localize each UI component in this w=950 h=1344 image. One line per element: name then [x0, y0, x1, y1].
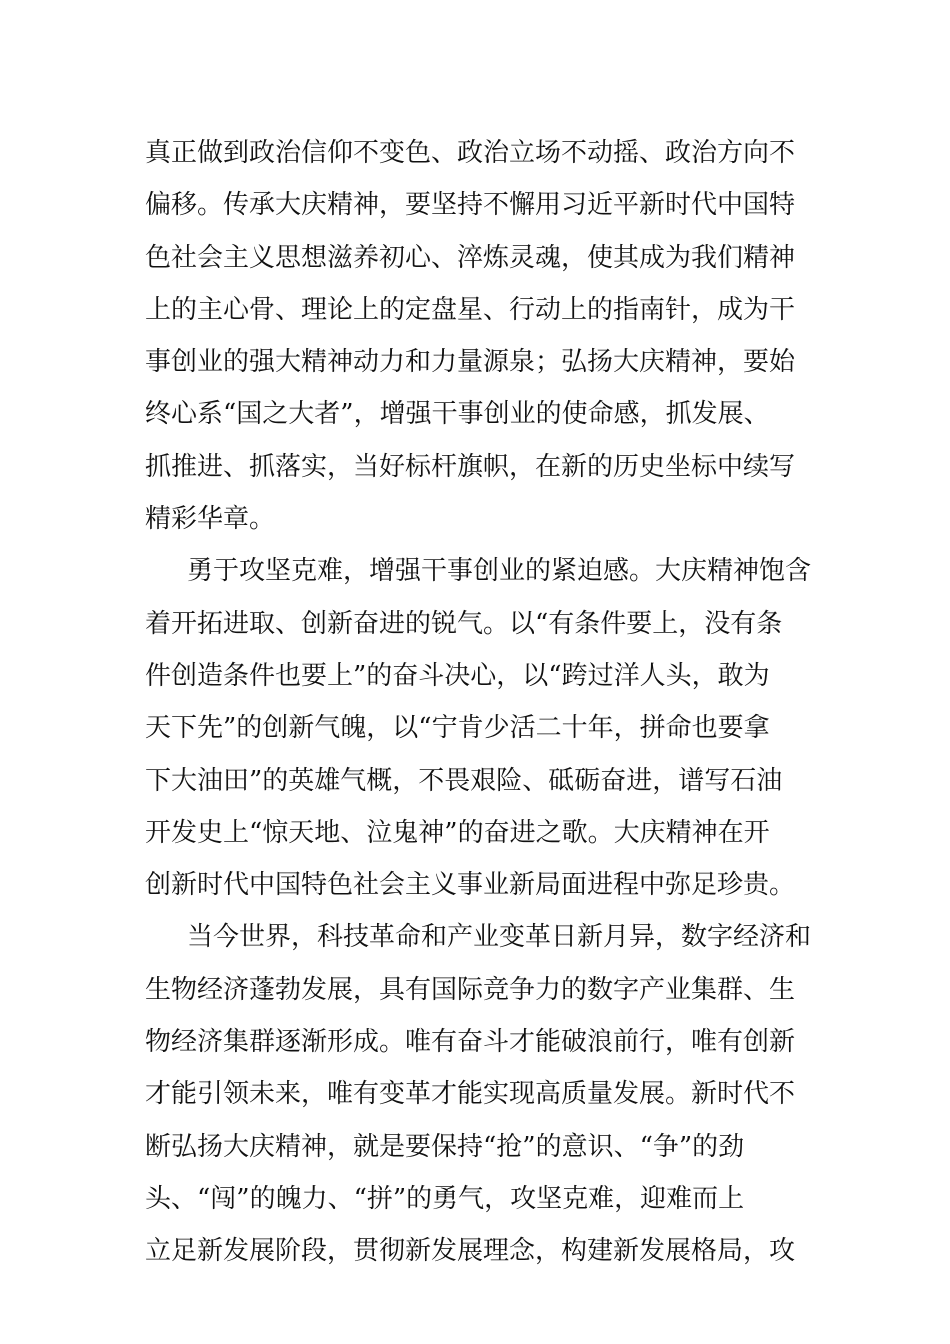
text-line: 断弘扬大庆精神，就是要保持“抢”的意识、“争”的劲: [145, 1131, 745, 1162]
paragraph-first-line: 勇于攻坚克难，增强干事创业的紧迫感。大庆精神饱含: [187, 556, 812, 587]
text-line: 头、“闯”的魄力、“拼”的勇气，攻坚克难，迎难而上: [145, 1183, 745, 1214]
text-line: 真正做到政治信仰不变色、政治立场不动摇、政治方向不: [145, 138, 796, 168]
text-line: 天下先”的创新气魄，以“宁肯少活二十年，拼命也要拿: [145, 713, 770, 744]
text-line: 色社会主义思想滋养初心、淬炼灵魂，使其成为我们精神: [145, 242, 796, 273]
text-line: 物经济集群逐渐形成。唯有奋斗才能破浪前行，唯有创新: [145, 1027, 796, 1058]
text-line: 生物经济蓬勃发展，具有国际竞争力的数字产业集群、生: [145, 974, 796, 1005]
text-line: 精彩华章。: [145, 504, 276, 535]
body-text: [145, 127, 810, 1278]
text-line: 开发史上“惊天地、泣鬼神”的奋进之歌。大庆精神在开: [145, 817, 770, 848]
text-line: 下大油田”的英雄气概，不畏艰险、砥砺奋进，谱写石油: [145, 765, 783, 796]
text-line: 偏移。传承大庆精神，要坚持不懈用习近平新时代中国特: [145, 190, 796, 221]
text-line: 才能引领未来，唯有变革才能实现高质量发展。新时代不: [145, 1079, 796, 1110]
text-line: 着开拓进取、创新奋进的锐气。以“有条件要上，没有条: [145, 608, 783, 639]
text-line: 抓推进、抓落实，当好标杆旗帜，在新的历史坐标中续写: [145, 451, 796, 482]
text-line: 立足新发展阶段，贯彻新发展理念，构建新发展格局，攻: [145, 1236, 796, 1267]
paragraph-first-line: 当今世界，科技革命和产业变革日新月异，数字经济和: [187, 922, 812, 953]
text-line: 事创业的强大精神动力和力量源泉；弘扬大庆精神，要始: [145, 347, 796, 378]
text-line: 件创造条件也要上”的奋斗决心，以“跨过洋人头，敢为: [145, 660, 770, 691]
text-line: 上的主心骨、理论上的定盘星、行动上的指南针，成为干: [145, 294, 796, 325]
text-line: 终心系“国之大者”，增强干事创业的使命感，抓发展、: [145, 399, 770, 430]
text-line: 创新时代中国特色社会主义事业新局面进程中弥足珍贵。: [145, 870, 796, 901]
